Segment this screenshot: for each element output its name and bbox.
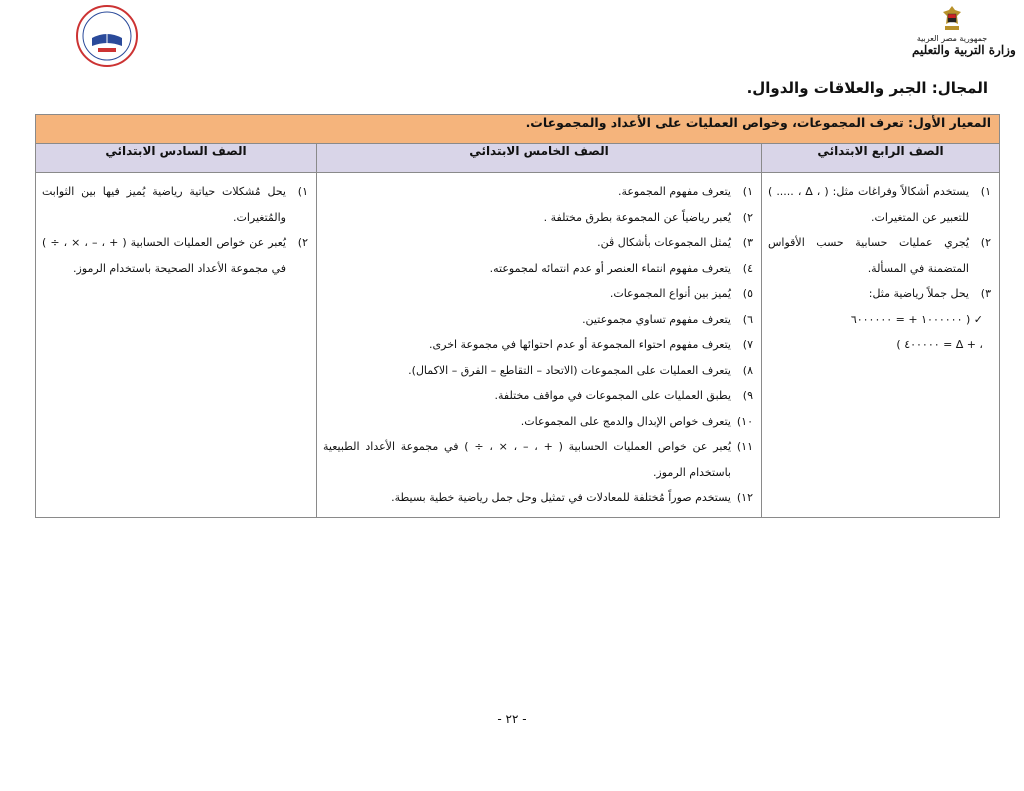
ministry-country: جمهورية مصر العربية	[916, 34, 988, 43]
column-header-row	[36, 144, 1000, 173]
list-item: ١) يتعرف مفهوم المجموعة.	[617, 185, 753, 198]
list-item: ٥) يُميز بين أنواع المجموعات.	[609, 287, 753, 300]
list-item: ١) يستخدم أشكالاً وفراغات مثل: ( ، ∆ ، ..... ) للتعبير عن المتغيرات.	[768, 185, 991, 224]
column-header-grade4: الصف الرابع الابتدائي	[762, 144, 1000, 173]
grade5-cell	[317, 173, 762, 518]
math-sentence-2: ، + ∆ = ٤٠٠٠٠٠ )	[896, 338, 983, 351]
list-item: ٢) يُعبر عن خواص العمليات الحسابية ( + ، – ، × ، ÷ ) في مجموعة الأعداد الصحيحة باستخدام الرموز.	[42, 236, 308, 275]
page-number: - ٢٢ -	[497, 712, 527, 726]
grade6-cell	[36, 173, 317, 518]
ministry-logo	[912, 4, 1016, 68]
domain-title: المجال: الجبر والعلاقات والدوال.	[746, 79, 988, 97]
list-item: ٨) يتعرف العمليات على المجموعات (الاتحاد – التقاطع – الفرق – الاكمال).	[408, 363, 753, 377]
grade4-cell	[762, 173, 1000, 518]
list-item: ٢) يُجري عمليات حسابية حسب الأقواس المتضمنة في المسألة.	[768, 236, 991, 275]
list-item: ٦) يتعرف مفهوم تساوي مجموعتين.	[582, 312, 753, 326]
standard-header-row	[36, 115, 1000, 144]
list-item: ٧) يتعرف مفهوم احتواء المجموعة أو عدم احتوائها في مجموعة اخرى.	[429, 338, 753, 351]
list-item: ٣) يُمثل المجموعات بأشكال ڤن.	[597, 236, 753, 249]
list-item: ٣) يحل جملاً رياضية مثل:	[868, 287, 991, 300]
column-header-grade6: الصف السادس الابتدائي	[36, 144, 317, 173]
list-item: ١٢) يستخدم صوراً مُختلفة للمعادلات في تمثيل وحل جمل رياضية خطية بسيطة.	[391, 491, 753, 504]
center-logo	[74, 4, 140, 68]
list-item: ١١) يُعبر عن خواص العمليات الحسابية ( + ، – ، × ، ÷ ) في مجموعة الأعداد الطبيعية باستخدام الرموز.	[323, 440, 753, 479]
standard-title: المعيار الأول: تعرف المجموعات، وخواص العمليات على الأعداد والمجموعات.	[36, 115, 1000, 144]
list-item: ١٠) يتعرف خواص الإبدال والدمج على المجموعات.	[520, 414, 753, 428]
math-sentence-1: ✓ ( ١٠٠٠٠٠٠ + = ٦٠٠٠٠٠٠	[850, 312, 983, 326]
column-header-grade5: الصف الخامس الابتدائي	[317, 144, 762, 173]
list-item: ٤) يتعرف مفهوم انتماء العنصر أو عدم انتمائه لمجموعته.	[489, 261, 753, 275]
list-item: ٢) يُعبر رياضياً عن المجموعة بطرق مختلفة .	[543, 210, 753, 224]
book-seal-icon	[74, 4, 140, 68]
list-item: ١) يحل مُشكلات حياتية رياضية يُميز فيها بين الثوابت والمُتغيرات.	[42, 185, 308, 224]
standards-table	[35, 114, 1000, 518]
outcomes-row	[36, 173, 1000, 518]
eagle-emblem-icon	[941, 4, 963, 34]
list-item: ٩) يطبق العمليات على المجموعات في مواقف مختلفة.	[494, 389, 753, 402]
ministry-name: وزارة التربية والتعليم	[912, 43, 1016, 57]
